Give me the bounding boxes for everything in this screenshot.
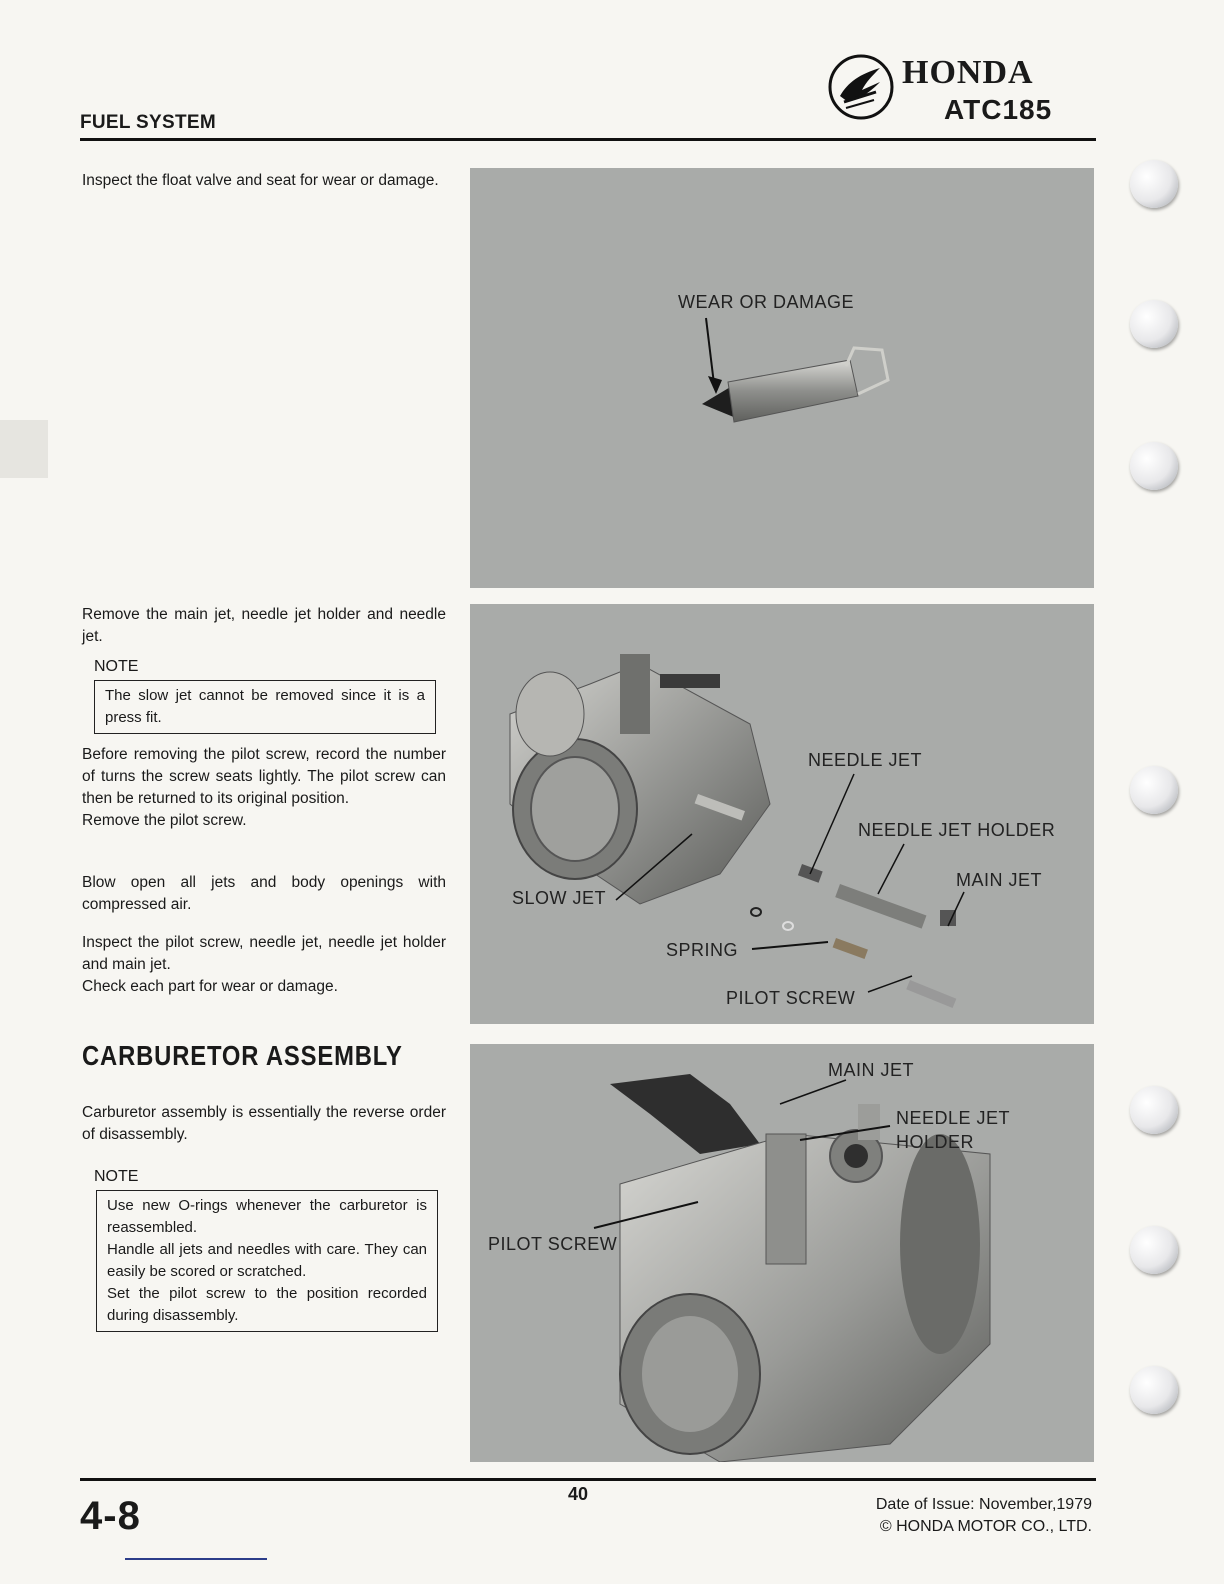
note-text-1: The slow jet cannot be removed since it is a press fit.	[105, 687, 425, 726]
page-edge-tab	[0, 420, 48, 478]
float-valve-illustration	[470, 168, 1094, 588]
needle-jet-holder-label-assembled-2: HOLDER	[896, 1132, 975, 1152]
note2-line-3: Set the pilot screw to the position recorded during disassembly.	[107, 1285, 427, 1324]
slow-jet-label: SLOW JET	[512, 888, 607, 908]
binder-hole	[1130, 1226, 1178, 1274]
float-valve-photo	[470, 168, 1094, 588]
main-jet-label: MAIN JET	[956, 870, 1043, 890]
check-parts-text: Check each part for wear or damage.	[82, 978, 338, 995]
issue-date: Date of Issue: November,1979	[875, 1496, 1092, 1513]
needle-jet-holder-label-assembled-1: NEEDLE JET	[896, 1108, 1011, 1128]
note-box-1	[94, 680, 436, 734]
binder-hole	[1130, 160, 1178, 208]
note-label-2: NOTE	[94, 1168, 139, 1185]
carburetor-parts-photo	[470, 604, 1094, 1024]
honda-logo	[826, 48, 1076, 124]
binder-hole	[1130, 1086, 1178, 1134]
binder-hole	[1130, 300, 1178, 348]
pilot-screw-label: PILOT SCREW	[726, 988, 856, 1008]
needle-jet-label: NEEDLE JET	[808, 750, 923, 770]
inspect-parts-text: Inspect the pilot screw, needle jet, needle jet holder and main jet.	[82, 934, 446, 973]
model-name: ATC185	[944, 94, 1053, 125]
binder-hole	[1130, 442, 1178, 490]
needle-jet-holder-label: NEEDLE JET HOLDER	[858, 820, 1056, 840]
note2-line-1: Use new O-rings whenever the carburetor is reassembled.	[107, 1197, 427, 1236]
note-label-1: NOTE	[94, 658, 139, 675]
binder-hole	[1130, 1366, 1178, 1414]
remove-jets-instruction: Remove the main jet, needle jet holder and needle jet.	[82, 606, 446, 645]
brand-name: HONDA	[902, 54, 1034, 91]
main-jet-label-assembled: MAIN JET	[828, 1060, 915, 1080]
carburetor-assembly-heading: CARBURETOR ASSEMBLY	[82, 1040, 403, 1071]
section-title: FUEL SYSTEM	[80, 112, 216, 133]
pilot-screw-label-assembled: PILOT SCREW	[488, 1234, 618, 1254]
footer-rule	[80, 1478, 1096, 1481]
pilot-screw-remove: Remove the pilot screw.	[82, 812, 247, 829]
carburetor-parts-illustration	[470, 604, 1094, 1024]
page-number: 40	[568, 1484, 589, 1504]
float-valve-instruction: Inspect the float valve and seat for wear or damage.	[82, 172, 439, 189]
inspect-parts-instruction	[82, 932, 446, 998]
carburetor-assembled-photo	[470, 1044, 1094, 1462]
spring-label: SPRING	[666, 940, 739, 960]
note-box-2	[96, 1190, 438, 1332]
honda-wing-emblem-icon	[826, 52, 896, 122]
assembly-instruction: Carburetor assembly is essentially the reverse order of disassembly.	[82, 1104, 446, 1143]
wear-damage-label: WEAR OR DAMAGE	[678, 292, 855, 312]
blow-jets-instruction: Blow open all jets and body openings with compressed air.	[82, 874, 446, 913]
note2-line-2: Handle all jets and needles with care. They can easily be scored or scratched.	[107, 1241, 427, 1280]
bottom-edge-mark	[125, 1558, 267, 1560]
binder-hole	[1130, 766, 1178, 814]
header-rule	[80, 138, 1096, 141]
pilot-screw-instruction	[82, 744, 446, 832]
pilot-screw-record: Before removing the pilot screw, record the number of turns the screw seats lightly. The pilot screw can then be returned to its original position.	[82, 746, 446, 807]
section-page-number: 4-8	[80, 1494, 141, 1538]
copyright: © HONDA MOTOR CO., LTD.	[879, 1518, 1092, 1535]
